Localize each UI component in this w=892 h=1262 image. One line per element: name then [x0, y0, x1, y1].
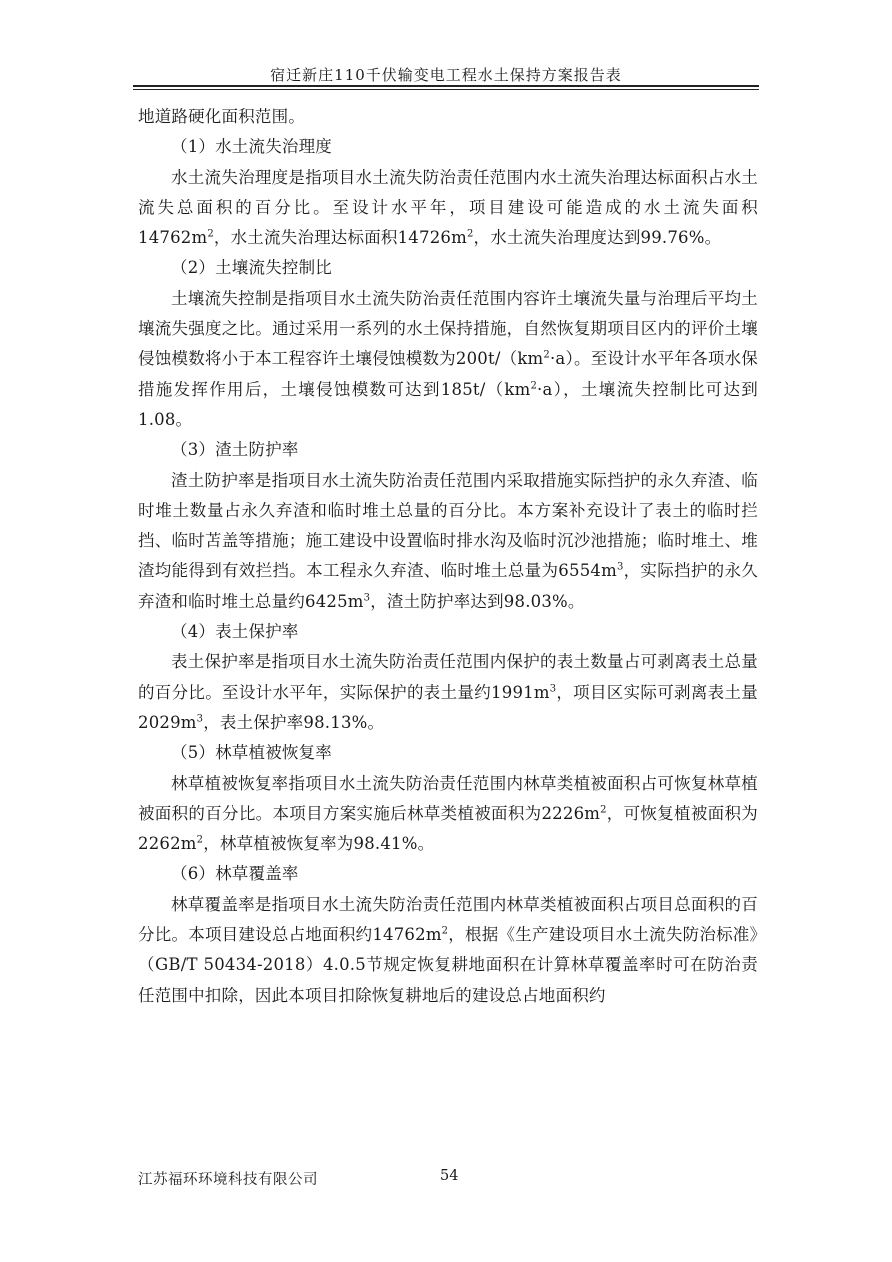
- section-heading: [138, 738, 758, 768]
- paragraph-text: 表土保护率是指项目水土流失防治责任范围内保护的表土数量占可剥离表土总量的百分比。至设计水平年，实际保护的表土量约1991m: [138, 652, 758, 702]
- section-heading: [138, 859, 758, 889]
- superscript-exponent: 3: [196, 713, 204, 725]
- paragraph-text: （5）林草植被恢复率: [171, 743, 332, 763]
- footer-company: 江苏福环环境科技有限公司: [138, 1172, 318, 1188]
- paragraph-text: ·a）。至设计水平年各项水保措施发挥作用后，土壤侵蚀模数可达到185t/（km: [138, 349, 758, 399]
- superscript-exponent: 3: [549, 683, 557, 695]
- paragraph-text: ，表土保护率98.13%。: [203, 712, 385, 732]
- paragraph-text: ，根据《生产建设项目水土流失防治标准》（GB/T 50434-2018）4.0.5节规定恢复耕地面积在计算林草覆盖率时可在防治责任范围中扣除，因此本项目扣除恢复耕地后的建设总占地面积约: [138, 925, 758, 1005]
- superscript-exponent: 2: [530, 380, 538, 392]
- superscript-exponent: 3: [616, 561, 624, 573]
- superscript-exponent: 2: [466, 228, 474, 240]
- superscript-exponent: 2: [196, 834, 204, 846]
- superscript-exponent: 2: [207, 228, 214, 240]
- paragraph-text: 林草植被恢复率指项目水土流失防治责任范围内林草类植被面积占可恢复林草植被面积的百分比。本项目方案实施后林草类植被面积为2226m: [138, 773, 758, 823]
- body-paragraph: [138, 890, 758, 1011]
- paragraph-text: ，可恢复植被面积为2262m: [138, 803, 758, 854]
- page-header-title: 宿迁新庄110千伏输变电工程水土保持方案报告表: [270, 66, 622, 84]
- paragraph-text: ，项目区实际可剥离表土量2029m: [138, 682, 758, 732]
- paragraph-text: 土壤流失控制是指项目水土流失防治责任范围内容许土壤流失量与治理后平均土壤流失强度之比。通过采用一系列的水土保持措施，自然恢复期项目区内的评价土壤侵蚀模数将小于本工程容许土壤侵蚀模数为200t/（km: [138, 288, 758, 369]
- superscript-exponent: 2: [441, 925, 449, 937]
- section-heading: [138, 617, 758, 647]
- section-heading: [138, 435, 758, 465]
- superscript-exponent: 3: [363, 592, 371, 604]
- header-rule-thin: [133, 89, 759, 90]
- paragraph-text: ·a），土壤流失控制比可达到1.08。: [138, 379, 759, 429]
- body-paragraph: [138, 102, 758, 132]
- paragraph-text: （4）表土保护率: [171, 622, 299, 642]
- paragraph-text: （1）水土流失治理度: [171, 137, 332, 157]
- paragraph-text: 水土流失治理度是指项目水土流失防治责任范围内水土流失治理达标面积占水土流失总面积的百分比。至设计水平年，项目建设可能造成的水土流失面积14762m: [138, 167, 758, 248]
- body-paragraph: [138, 163, 758, 254]
- paragraph-text: ，水土流失治理达标面积14726m: [213, 228, 467, 248]
- superscript-exponent: 2: [600, 804, 607, 816]
- paragraph-text: ，实际挡护的永久弃渣和临时堆土总量约6425m: [138, 561, 758, 611]
- header-rule-thick: [133, 85, 759, 87]
- body-paragraph: [138, 769, 758, 860]
- body-paragraph: [138, 466, 758, 617]
- section-heading: [138, 132, 758, 162]
- paragraph-text: ，林草植被恢复率为98.41%。: [203, 834, 435, 854]
- document-body: [138, 102, 758, 1011]
- page-number: 54: [440, 1168, 459, 1184]
- section-heading: [138, 253, 758, 283]
- body-paragraph: [138, 284, 758, 435]
- superscript-exponent: 2: [543, 349, 550, 361]
- paragraph-text: 地道路硬化面积范围。: [138, 107, 305, 126]
- paragraph-text: （3）渣土防护率: [171, 440, 299, 460]
- paragraph-text: （2）土壤流失控制比: [171, 258, 332, 278]
- paragraph-text: 林草覆盖率是指项目水土流失防治责任范围内林草类植被面积占项目总面积的百分比。本项目建设总占地面积约14762m: [138, 894, 758, 945]
- paragraph-text: （6）林草覆盖率: [171, 864, 299, 884]
- paragraph-text: ，渣土防护率达到98.03%。: [370, 591, 585, 611]
- body-paragraph: [138, 647, 758, 738]
- paragraph-text: 渣土防护率是指项目水土流失防治责任范围内采取措施实际挡护的永久弃渣、临时堆土数量占永久弃渣和临时堆土总量的百分比。本方案补充设计了表土的临时拦挡、临时苫盖等措施；施工建设中设置临时排水沟及临时沉沙池措施；临时堆土、堆渣均能得到有效拦挡。本工程永久弃渣、临时堆土总量为6554m: [138, 470, 758, 581]
- paragraph-text: ，水土流失治理度达到99.76%。: [473, 228, 722, 248]
